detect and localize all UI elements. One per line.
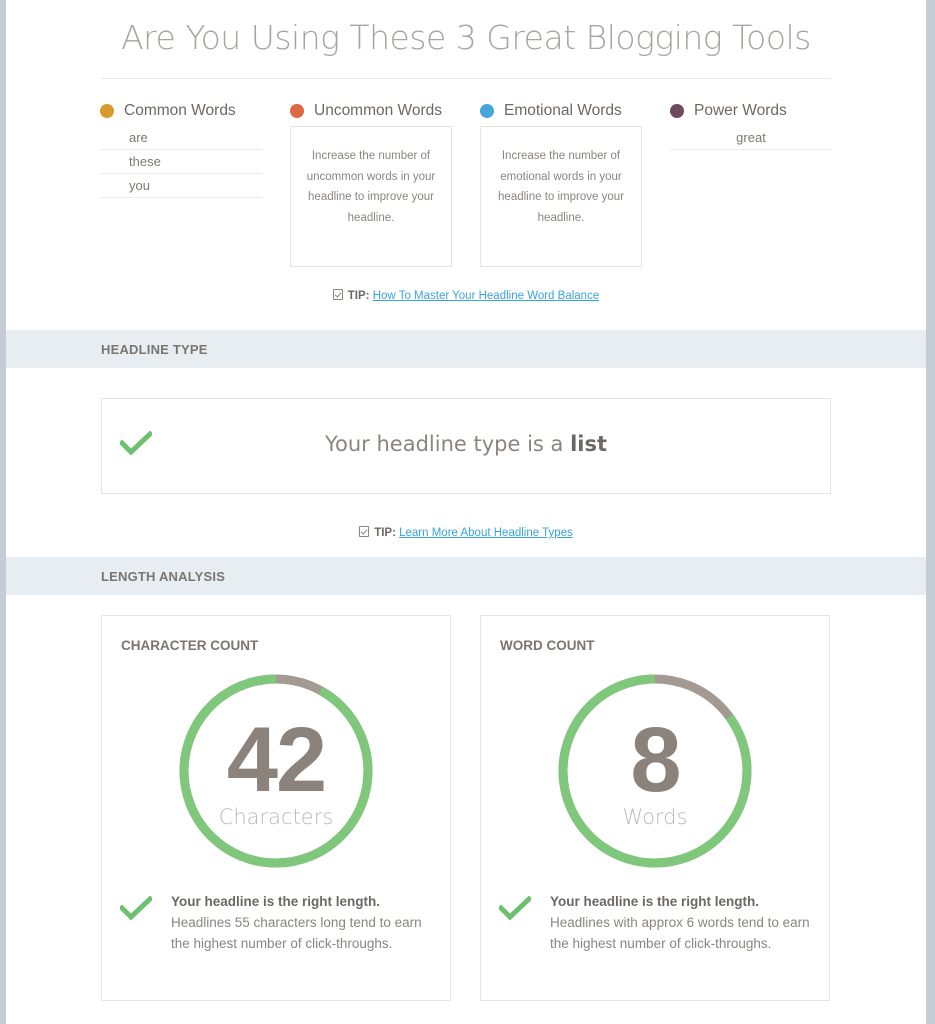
power-words-dot — [670, 104, 684, 118]
tip-prefix: TIP: — [347, 290, 370, 302]
uncommon-words-dot — [290, 104, 304, 118]
result-text: Headlines 55 characters long tend to earn the highest number of click-throughs. — [171, 915, 422, 951]
card-title: WORD COUNT — [500, 638, 595, 653]
emotional-words-column — [480, 100, 642, 267]
headline-type-tip — [6, 525, 926, 539]
common-words-label: Common Words — [124, 102, 236, 119]
character-count-value: 42 — [226, 709, 326, 811]
emotional-words-label: Emotional Words — [504, 102, 622, 119]
power-words-column — [670, 100, 832, 150]
word-count-card — [480, 615, 830, 1001]
list-item: these — [100, 150, 262, 174]
uncommon-words-column — [290, 100, 452, 267]
check-icon — [120, 896, 152, 920]
word-count-unit: Words — [622, 805, 688, 829]
word-balance-tip — [6, 288, 926, 302]
card-title: CHARACTER COUNT — [121, 638, 259, 653]
result-title: Your headline is the right length. — [171, 894, 381, 909]
headline-type-tip-link[interactable]: Learn More About Headline Types — [399, 527, 573, 539]
character-count-result — [171, 891, 431, 954]
uncommon-words-message: Increase the number of uncommon words in your headline to improve your headline. — [290, 126, 452, 267]
emotional-words-message: Increase the number of emotional words in your headline to improve your headline. — [480, 126, 642, 267]
word-balance-tip-link[interactable]: How To Master Your Headline Word Balance — [372, 290, 600, 302]
list-item: you — [100, 174, 262, 198]
headline-type-box — [101, 398, 831, 494]
headline-type-header — [6, 330, 926, 368]
emotional-words-dot — [480, 104, 494, 118]
uncommon-words-label: Uncommon Words — [314, 102, 443, 119]
check-icon — [499, 896, 531, 920]
word-count-result — [550, 891, 810, 954]
title-divider — [101, 78, 831, 79]
headline-type-text — [102, 432, 830, 456]
clipboard-check-icon — [333, 289, 343, 300]
power-words-label: Power Words — [694, 102, 787, 119]
result-title: Your headline is the right length. — [550, 894, 760, 909]
common-words-column — [100, 100, 262, 198]
length-analysis-header — [6, 557, 926, 595]
tip-prefix: TIP: — [374, 527, 396, 539]
headline-type-prefix: Your headline type is a — [324, 432, 564, 456]
section-title: LENGTH ANALYSIS — [101, 569, 226, 584]
character-count-unit: Characters — [218, 805, 334, 829]
character-count-card — [101, 615, 451, 1001]
word-count-value: 8 — [630, 709, 680, 811]
common-words-dot — [100, 104, 114, 118]
headline-type-value: list — [570, 432, 608, 456]
page-title: Are You Using These 3 Great Blogging Tools — [121, 18, 811, 57]
clipboard-check-icon — [359, 526, 369, 537]
list-item: great — [670, 126, 832, 150]
section-title: HEADLINE TYPE — [101, 342, 208, 357]
result-text: Headlines with approx 6 words tend to earn the highest number of click-throughs. — [550, 915, 810, 951]
list-item: are — [100, 126, 262, 150]
page — [6, 0, 926, 1024]
